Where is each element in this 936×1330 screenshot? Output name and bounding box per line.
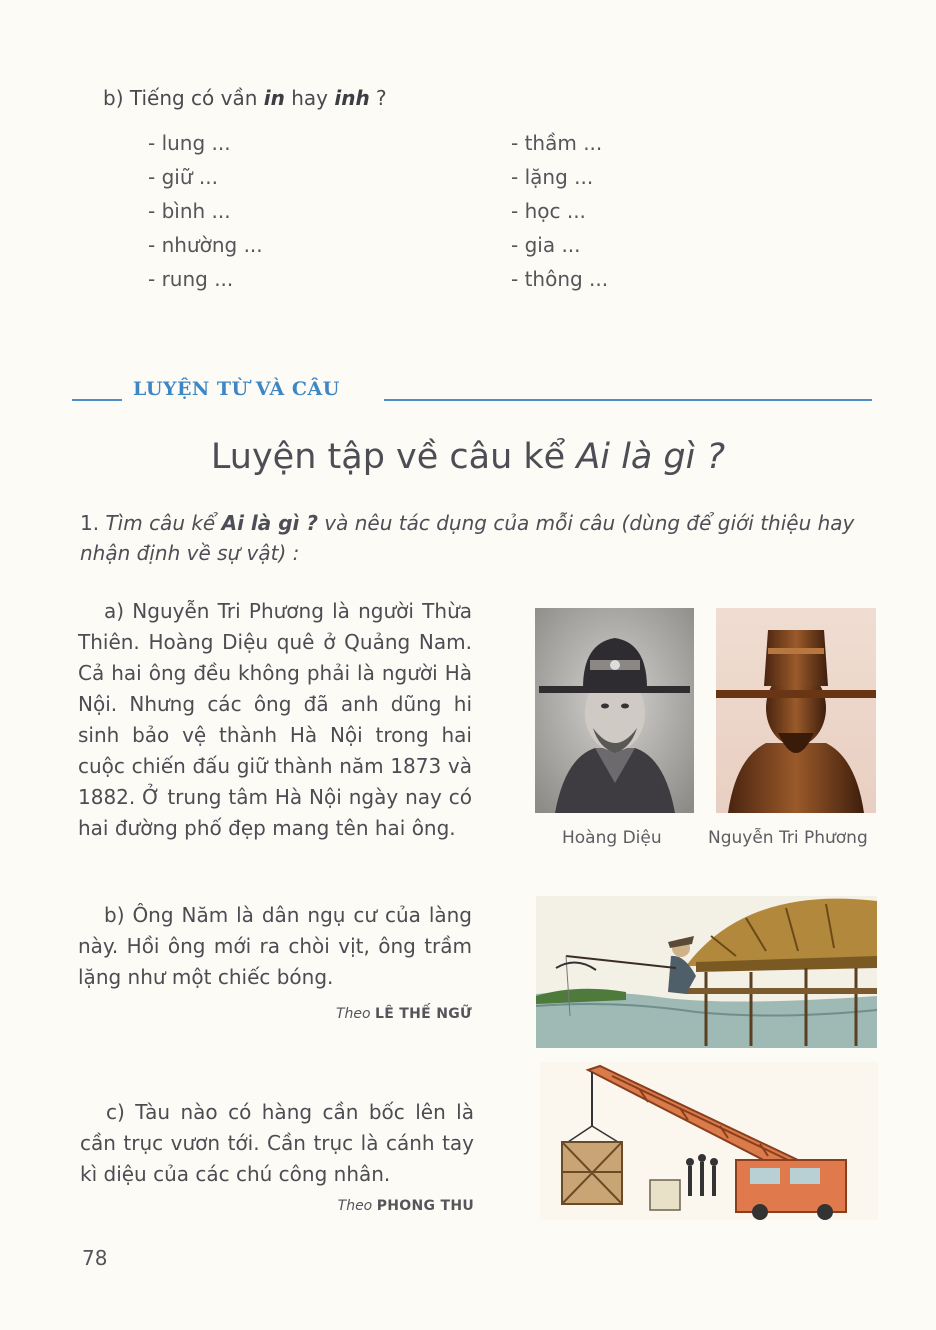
passage-b: b) Ông Năm là dân ngụ cư của làng này. Hồi ông mới ra chòi vịt, ông trầm lặng như một chiếc bóng. bbox=[78, 903, 472, 989]
list-item: - học ... bbox=[511, 199, 586, 223]
illustration-crane bbox=[540, 1062, 878, 1220]
statue-nguyen-tri-phuong bbox=[716, 608, 876, 813]
list-item: - lung ... bbox=[148, 131, 231, 155]
source-b: Theo LÊ THẾ NGỮ bbox=[335, 1006, 472, 1022]
portrait-hoang-dieu bbox=[535, 608, 694, 813]
page-number: 78 bbox=[82, 1246, 108, 1270]
section-title: LUYỆN TỪ VÀ CÂU bbox=[133, 378, 340, 400]
list-item: - gia ... bbox=[511, 233, 581, 257]
word-list-left bbox=[148, 126, 263, 296]
list-item: - bình ... bbox=[148, 199, 231, 223]
list-item: - rung ... bbox=[148, 267, 234, 291]
section-rule-left bbox=[72, 399, 122, 401]
source-c: Theo PHONG THU bbox=[337, 1198, 474, 1214]
list-item: - thông ... bbox=[511, 267, 609, 291]
caption-nguyen-tri-phuong: Nguyễn Tri Phương bbox=[708, 828, 868, 848]
list-item: - nhường ... bbox=[148, 233, 263, 257]
illustration-fisherman-hut bbox=[536, 896, 877, 1048]
list-item: - giữ ... bbox=[148, 165, 218, 189]
passage-c: c) Tàu nào có hàng cần bốc lên là cần trục vươn tới. Cần trục là cánh tay kì diệu của các chú công nhân. bbox=[80, 1100, 474, 1186]
caption-hoang-dieu: Hoàng Diệu bbox=[562, 828, 662, 848]
exercise-b-prompt: b) Tiếng có vần in hay inh ? bbox=[103, 86, 387, 110]
list-item: - lặng ... bbox=[511, 165, 594, 189]
task-1-instruction: 1. Tìm câu kể Ai là gì ? và nêu tác dụng của mỗi câu (dùng để giới thiệu hay nhận định về sự vật) : bbox=[80, 511, 855, 565]
section-rule-right bbox=[384, 399, 872, 401]
word-list-right bbox=[511, 126, 608, 296]
lesson-title: Luyện tập về câu kể Ai là gì ? bbox=[210, 437, 726, 477]
passage-a: a) Nguyễn Tri Phương là người Thừa Thiên. Hoàng Diệu quê ở Quảng Nam. Cả hai ông đều không phải là người Hà Nội. Nhưng các ông đã anh dũng hi sinh bảo vệ thành Hà Nội trong hai cuộc chiến đấu giữ thành năm 1873 và 1882. Ở trung tâm Hà Nội ngày nay có hai đường phố đẹp mang tên hai ông. bbox=[78, 599, 473, 840]
list-item: - thầm ... bbox=[511, 131, 603, 155]
